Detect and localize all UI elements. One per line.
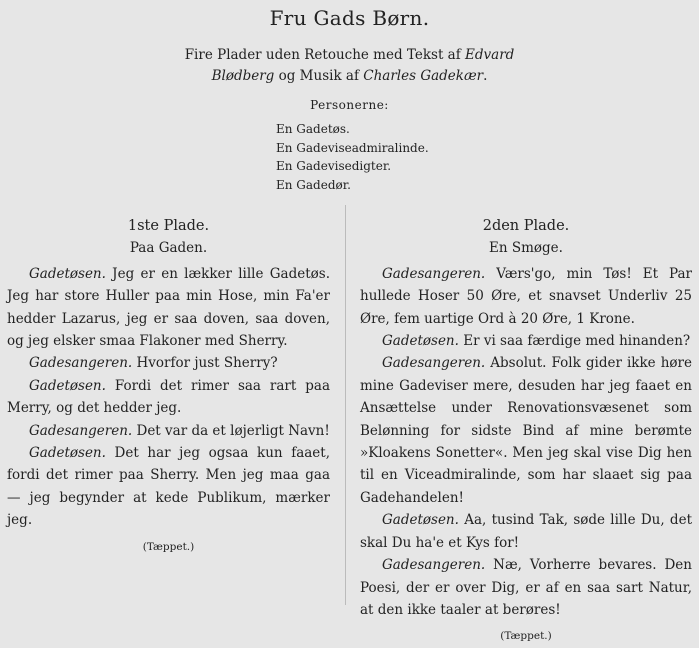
speaker-name: Gadetøsen. xyxy=(29,445,106,462)
dialogue-text: Jeg er en lækker lille Gadetøs. Jeg har store Huller paa min Hose, min Fa'er hedder Lazarus, jeg er saa doven, saa doven, og jeg elsker smaa Flakoner med Sherry. xyxy=(7,265,330,350)
dialogue-text: Er vi saa færdige med hinanden? xyxy=(458,333,691,350)
subtitle-end: . xyxy=(483,68,488,84)
dialogue-line xyxy=(360,509,692,554)
person-item: En Gadedør. xyxy=(276,177,351,192)
subtitle-line-2 xyxy=(0,66,699,87)
subtitle-line-1 xyxy=(0,45,699,66)
plate-2-column xyxy=(360,215,692,648)
persons-heading: Personerne: xyxy=(310,98,389,112)
dialogue-text: Absolut. Folk gider ikke høre mine Gadeviser mere, desuden har jeg faaet en Ansættelse under Renovationsvæsenet som Belønning for sidste Bind af mine berømte »Kloakens Sonetter«. Men jeg skal vise Dig hen til en Viceadmiralinde, som har slaaet sig paa Gadehandelen! xyxy=(360,355,692,506)
dialogue-text: Aa, tusind Tak, søde lille Du, det skal Du ha'e et Kys for! xyxy=(360,512,692,551)
subtitle xyxy=(0,45,699,87)
speaker-name: Gadesangeren. xyxy=(382,265,486,282)
dialogue-line xyxy=(360,352,692,509)
plate-1-subtitle: Paa Gaden. xyxy=(129,240,208,257)
plate-2-subtitle: En Smøge. xyxy=(489,240,563,257)
speaker-name: Gadetøsen. xyxy=(29,377,106,394)
speaker-name: Gadesangeren. xyxy=(29,355,133,372)
plate-1-title: 1ste Plade. xyxy=(127,218,210,234)
page-title: Fru Gads Børn. xyxy=(269,6,430,30)
dialogue-line xyxy=(360,554,692,621)
person-item: En Gadeviseadmiralinde. xyxy=(276,140,429,155)
subtitle-prefix: Fire Plader uden Retouche med Tekst af xyxy=(184,47,466,63)
subtitle-middle: og Musik af xyxy=(274,68,364,84)
speaker-name: Gadetøsen. xyxy=(382,333,459,350)
dialogue-text: Det var da et løjerligt Navn! xyxy=(132,422,330,439)
composer-name: Charles Gadekær xyxy=(363,68,484,84)
speaker-name: Gadesangeren. xyxy=(382,355,486,372)
speaker-name: Gadetøsen. xyxy=(382,512,459,529)
dialogue-line xyxy=(7,420,330,442)
person-item: En Gadetøs. xyxy=(276,122,350,136)
speaker-name: Gadesangeren. xyxy=(29,422,133,439)
author-first-name: Edvard xyxy=(465,47,515,63)
dialogue-line xyxy=(360,263,692,330)
speaker-name: Gadesangeren. xyxy=(382,557,486,574)
speaker-name: Gadetøsen. xyxy=(29,265,106,282)
dialogue-text: Næ, Vorherre bevares. Den Poesi, der er over Dig, er af en saa sart Natur, at den ikke taaler at berøres! xyxy=(360,557,692,618)
dialogue-line xyxy=(7,442,330,532)
dialogue-line xyxy=(7,375,330,420)
curtain-note: (Tæppet.) xyxy=(500,630,552,643)
person-item: En Gadevisedigter. xyxy=(276,159,392,173)
dialogue-text: Hvorfor just Sherry? xyxy=(132,355,278,372)
dialogue-line xyxy=(7,263,330,353)
dialogue-text: Fordi det rimer saa rart paa Merry, og det hedder jeg. xyxy=(7,377,330,417)
dialogue-line xyxy=(7,352,330,374)
dialogue-text: Det har jeg ogsaa kun faaet, fordi det rimer paa Sherry. Men jeg maa gaa — jeg begynder at kede Publikum, mærker jeg. xyxy=(7,445,330,529)
author-last-name: Blødberg xyxy=(211,68,275,84)
curtain-note: (Tæppet.) xyxy=(142,540,195,553)
plate-1-column xyxy=(7,215,330,558)
dialogue-line xyxy=(360,330,692,352)
plate-2-title: 2den Plade. xyxy=(482,218,570,234)
column-divider xyxy=(345,205,346,605)
persons-list xyxy=(276,120,429,194)
dialogue-text: Værs'go, min Tøs! Et Par hullede Hoser 50 Øre, et snavset Underliv 25 Øre, fem uartige Ord à 20 Øre, 1 Krone. xyxy=(360,265,692,327)
